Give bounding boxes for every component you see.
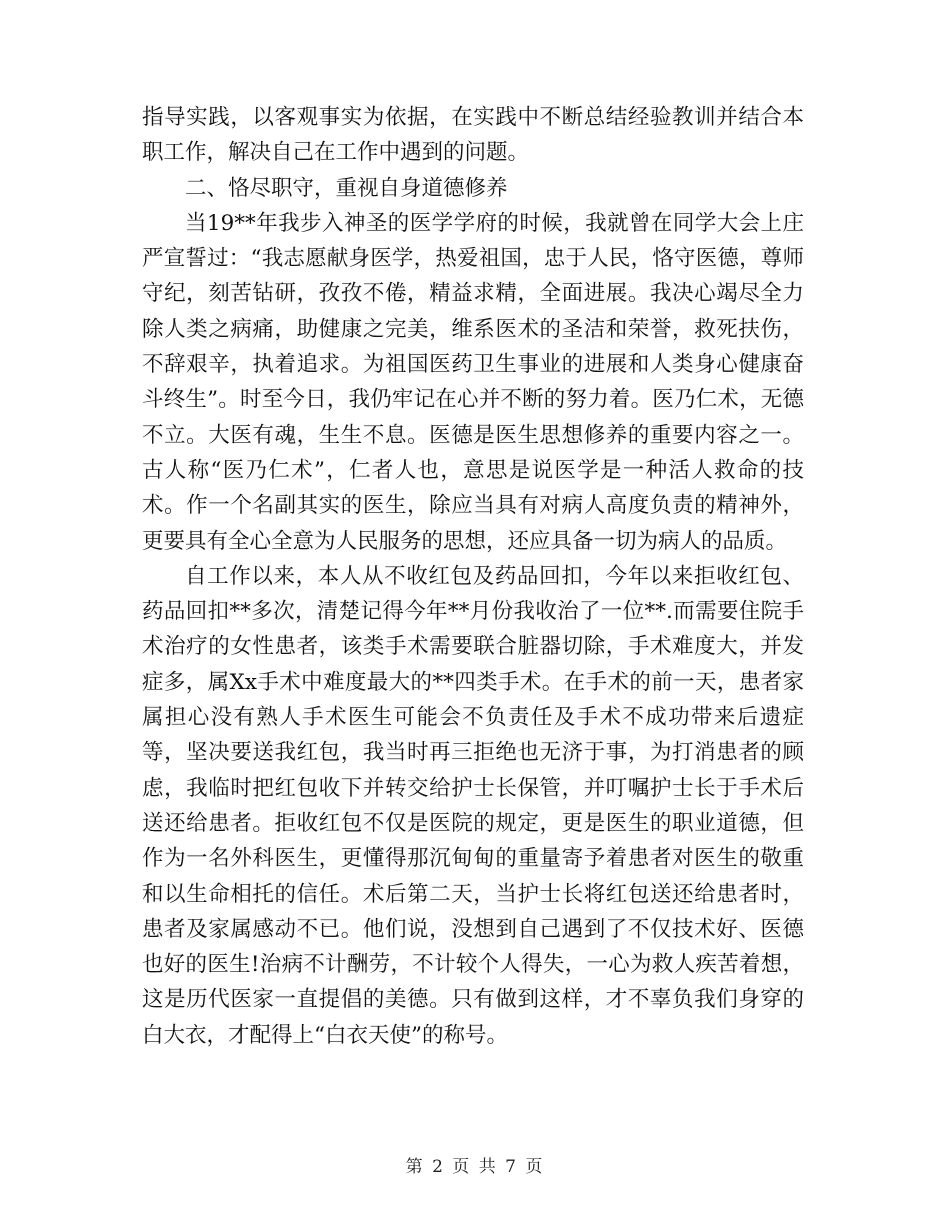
- paragraph-continuation: 指导实践，以客观事实为依据，在实践中不断总结经验教训并结合本职工作，解决自己在工作中遇到的问题。: [142, 105, 804, 166]
- paragraph-red-envelope: 自工作以来，本人从不收红包及药品回扣，今年以来拒收红包、药品回扣**多次，清楚记得今年**月份我收治了一位**.而需要住院手术治疗的女性患者，该类手术需要联合脏器切除，手术难度大，并发症多，属Xx手术中难度最大的**四类手术。在手术的前一天，患者家属担心没有熟人手术医生可能会不负责任及手术不成功带来后遗症等，坚决要送我红包，我当时再三拒绝也无济于事，为打消患者的顾虑，我临时把红包收下并转交给护士长保管，并叮嘱护士长于手术后送还给患者。拒收红包不仅是医院的规定，更是医生的职业道德，但作为一名外科医生，更懂得那沉甸甸的重量寄予着患者对医生的敬重和以生命相托的信任。术后第二天，当护士长将红包送还给患者时，患者及家属感动不已。他们说，没想到自己遇到了不仅技术好、医德也好的医生!治病不计酬劳，不计较个人得失，一心为救人疾苦着想，这是历代医家一直提倡的美德。只有做到这样，才不辜负我们身穿的白大衣，才配得上“白衣天使”的称号。: [142, 563, 804, 1048]
- paragraph-oath: 当19**年我步入神圣的医学学府的时候，我就曾在同学大会上庄严宣誓过：“我志愿献身医学，热爱祖国，忠于人民，恪守医德，尊师守纪，刻苦钻研，孜孜不倦，精益求精，全面进展。我决心竭尽全力除人类之病痛，助健康之完美，维系医术的圣洁和荣誉，救死扶伤，不辞艰辛，执着追求。为祖国医药卫生事业的进展和人类身心健康奋斗终生”。时至今日，我仍牢记在心并不断的努力着。医乃仁术，无德不立。大医有魂，生生不息。医德是医生思想修养的重要内容之一。古人称“医乃仁术”，仁者人也，意思是说医学是一种活人救命的技术。作一个名副其实的医生，除应当具有对病人高度负责的精神外，更要具有全心全意为人民服务的思想，还应具备一切为病人的品质。: [142, 210, 804, 554]
- page-footer: 第 2 页 共 7 页: [405, 1157, 545, 1177]
- document-body: [142, 100, 804, 1053]
- section-heading: 二、恪尽职守，重视自身道德修养: [185, 175, 508, 201]
